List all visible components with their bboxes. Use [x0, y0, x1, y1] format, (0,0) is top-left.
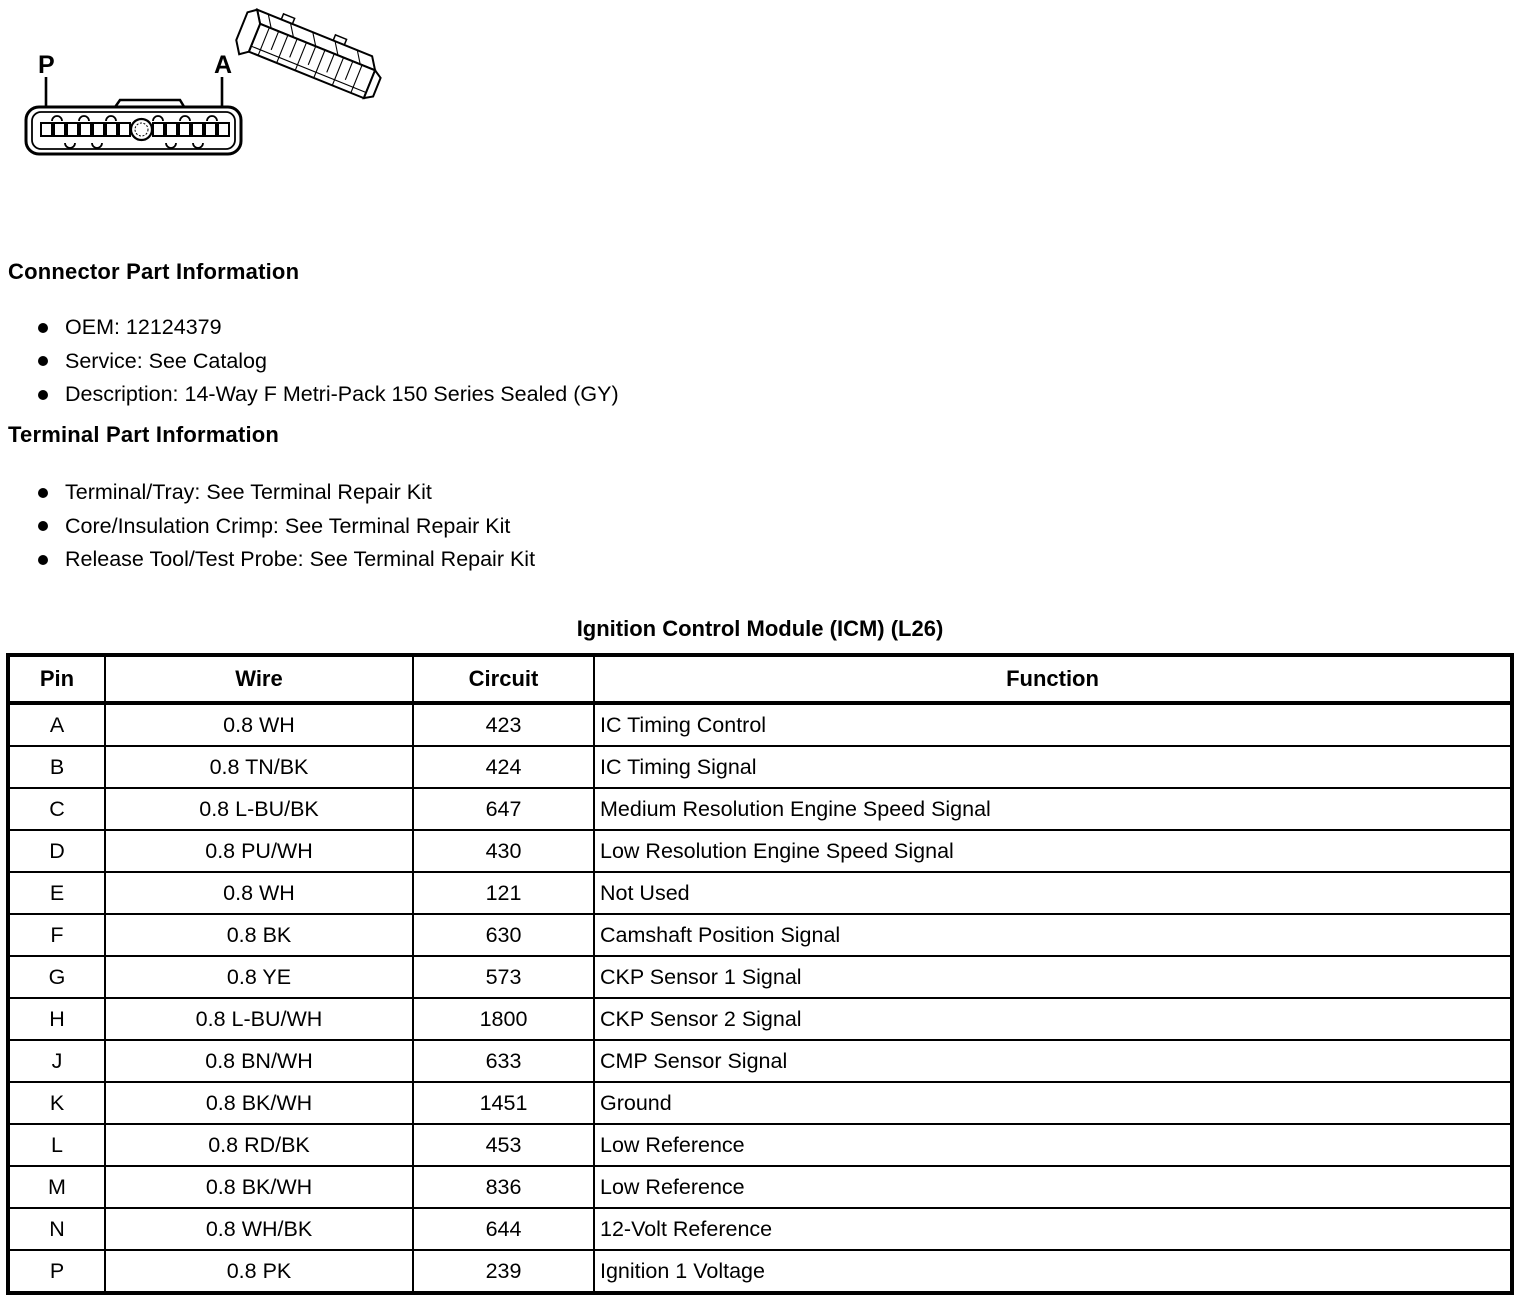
function-cell: IC Timing Signal [594, 746, 1512, 788]
list-item-text: OEM: 12124379 [65, 315, 222, 340]
bullet-dot [38, 488, 48, 498]
wire-cell: 0.8 BK/WH [105, 1082, 413, 1124]
list-item-text: Terminal/Tray: See Terminal Repair Kit [65, 480, 432, 505]
function-cell: Medium Resolution Engine Speed Signal [594, 788, 1512, 830]
pin-cell: B [8, 746, 105, 788]
connector-diagram [0, 0, 400, 200]
function-cell: IC Timing Control [594, 703, 1512, 746]
column-header-function: Function [594, 655, 1512, 703]
function-cell: Ground [594, 1082, 1512, 1124]
pin-cell: F [8, 914, 105, 956]
list-item [30, 345, 619, 379]
pin-cell: D [8, 830, 105, 872]
pin-label-left: P [38, 51, 55, 79]
circuit-cell: 453 [413, 1124, 594, 1166]
table-row [8, 998, 1512, 1040]
connector-part-information-list [30, 311, 619, 412]
bullet-dot [38, 323, 48, 333]
bullet-dot [38, 390, 48, 400]
list-item-text: Core/Insulation Crimp: See Terminal Repair Kit [65, 513, 511, 538]
circuit-cell: 430 [413, 830, 594, 872]
table-row [8, 872, 1512, 914]
terminal-part-information-list [30, 476, 535, 577]
wire-cell: 0.8 L-BU/BK [105, 788, 413, 830]
list-item-text: Release Tool/Test Probe: See Terminal Repair Kit [65, 547, 536, 572]
pin-cell: M [8, 1166, 105, 1208]
wire-cell: 0.8 WH [105, 703, 413, 746]
function-cell: CKP Sensor 2 Signal [594, 998, 1512, 1040]
function-cell: 12-Volt Reference [594, 1208, 1512, 1250]
list-item [30, 311, 619, 345]
column-header-pin: Pin [8, 655, 105, 703]
function-cell: Low Reference [594, 1124, 1512, 1166]
connector-face-icon [26, 100, 241, 154]
list-item [30, 476, 535, 510]
function-cell: Not Used [594, 872, 1512, 914]
pin-cell: C [8, 788, 105, 830]
circuit-cell: 1451 [413, 1082, 594, 1124]
wire-cell: 0.8 YE [105, 956, 413, 998]
wire-cell: 0.8 RD/BK [105, 1124, 413, 1166]
pin-cell: E [8, 872, 105, 914]
wire-cell: 0.8 BN/WH [105, 1040, 413, 1082]
table-row [8, 1166, 1512, 1208]
circuit-cell: 836 [413, 1166, 594, 1208]
table-row [8, 788, 1512, 830]
bullet-dot [38, 555, 48, 565]
pin-cell: N [8, 1208, 105, 1250]
pin-cell: K [8, 1082, 105, 1124]
table-row [8, 1208, 1512, 1250]
connector-part-information-heading: Connector Part Information [8, 259, 300, 284]
function-cell: Ignition 1 Voltage [594, 1250, 1512, 1293]
list-item-text: Description: 14-Way F Metri-Pack 150 Series Sealed (GY) [65, 382, 619, 407]
circuit-cell: 633 [413, 1040, 594, 1082]
bullet-dot [38, 521, 48, 531]
column-header-wire: Wire [105, 655, 413, 703]
table-header-row [8, 655, 1512, 703]
wire-cell: 0.8 WH [105, 872, 413, 914]
wire-cell: 0.8 PU/WH [105, 830, 413, 872]
pin-cell: A [8, 703, 105, 746]
table-row [8, 1124, 1512, 1166]
pin-cell: H [8, 998, 105, 1040]
bullet-dot [38, 356, 48, 366]
table-row [8, 956, 1512, 998]
table-row [8, 1040, 1512, 1082]
terminal-part-information-heading: Terminal Part Information [8, 422, 280, 447]
wire-cell: 0.8 TN/BK [105, 746, 413, 788]
circuit-cell: 424 [413, 746, 594, 788]
circuit-cell: 644 [413, 1208, 594, 1250]
wire-cell: 0.8 PK [105, 1250, 413, 1293]
function-cell: Low Reference [594, 1166, 1512, 1208]
pin-cell: P [8, 1250, 105, 1293]
column-header-circuit: Circuit [413, 655, 594, 703]
pin-label-right: A [214, 51, 233, 79]
list-item [30, 378, 619, 412]
table-row [8, 914, 1512, 956]
list-item [30, 543, 535, 577]
circuit-cell: 239 [413, 1250, 594, 1293]
table-row [8, 1082, 1512, 1124]
wire-cell: 0.8 BK [105, 914, 413, 956]
function-cell: Low Resolution Engine Speed Signal [594, 830, 1512, 872]
function-cell: Camshaft Position Signal [594, 914, 1512, 956]
list-item [30, 510, 535, 544]
circuit-cell: 423 [413, 703, 594, 746]
pin-cell: L [8, 1124, 105, 1166]
pin-cell: J [8, 1040, 105, 1082]
circuit-cell: 630 [413, 914, 594, 956]
function-cell: CKP Sensor 1 Signal [594, 956, 1512, 998]
circuit-cell: 647 [413, 788, 594, 830]
circuit-cell: 573 [413, 956, 594, 998]
table-row [8, 746, 1512, 788]
pin-cell: G [8, 956, 105, 998]
table-row [8, 830, 1512, 872]
pinout-table [6, 653, 1514, 1295]
wire-cell: 0.8 BK/WH [105, 1166, 413, 1208]
table-row [8, 703, 1512, 746]
circuit-cell: 1800 [413, 998, 594, 1040]
connector-3d-icon [232, 1, 389, 107]
function-cell: CMP Sensor Signal [594, 1040, 1512, 1082]
wire-cell: 0.8 L-BU/WH [105, 998, 413, 1040]
table-title: Ignition Control Module (ICM) (L26) [576, 616, 944, 641]
circuit-cell: 121 [413, 872, 594, 914]
list-item-text: Service: See Catalog [65, 348, 267, 373]
table-row [8, 1250, 1512, 1293]
wire-cell: 0.8 WH/BK [105, 1208, 413, 1250]
